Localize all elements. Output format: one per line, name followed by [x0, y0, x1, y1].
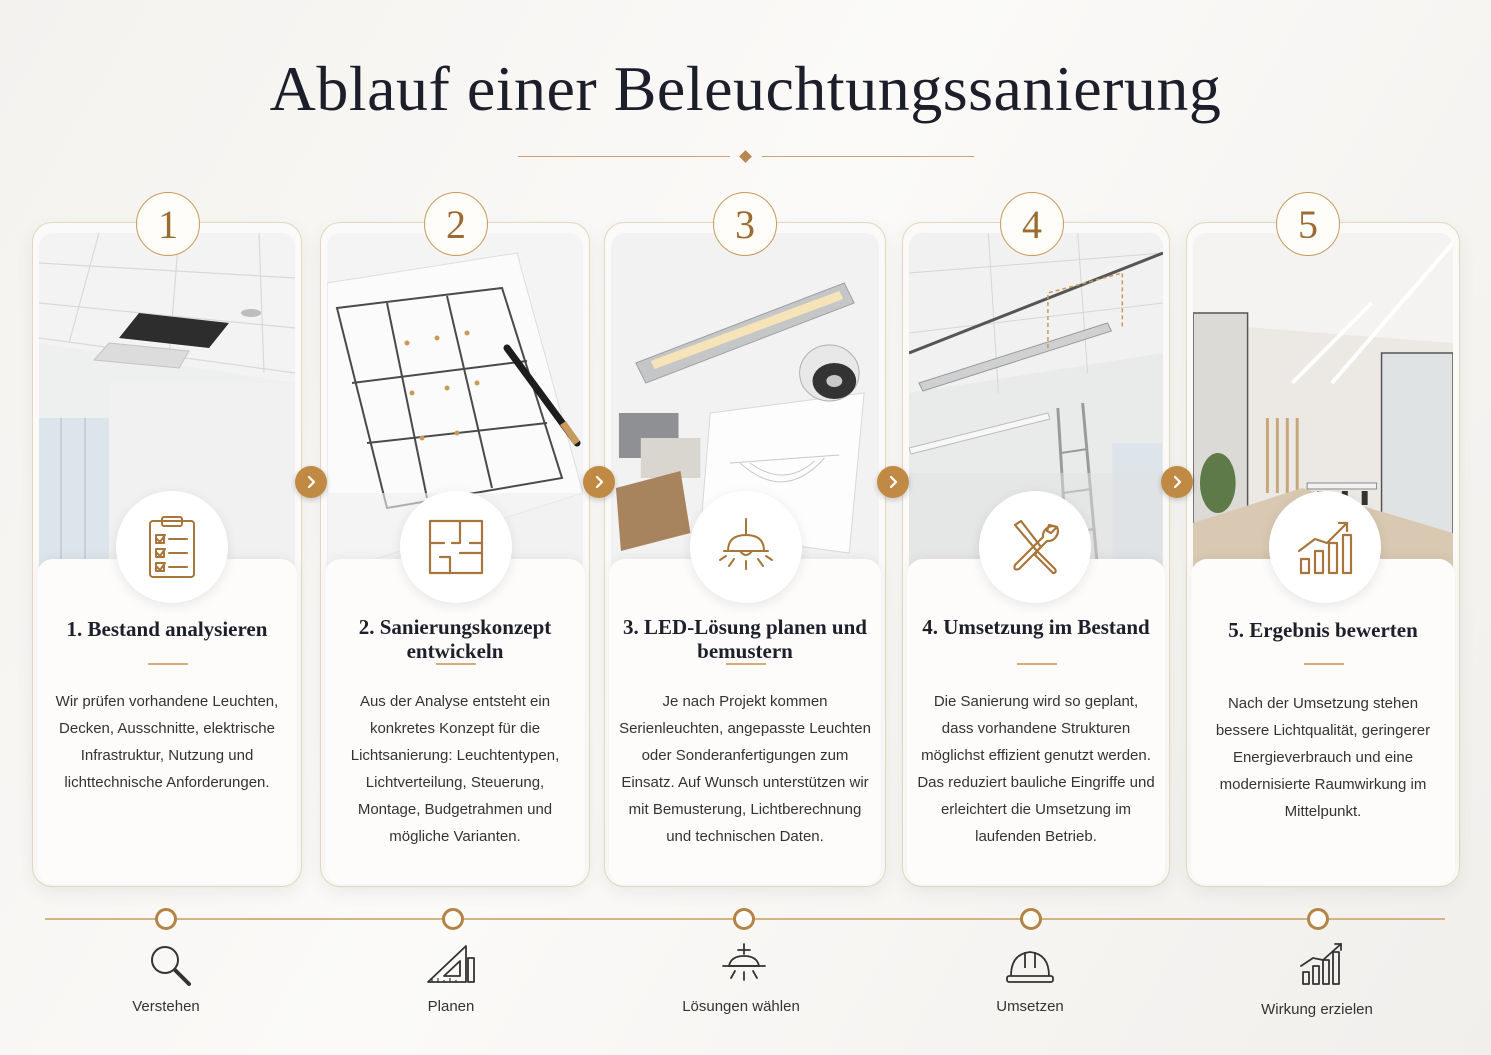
- step-description-3: Je nach Projekt kommen Serienleuchten, angepasste Leuchten oder Sonderanfertigungen zum Einsatz. Auf Wunsch unterstützen wir mit Bemusterung, Lichtberechnung und technischen Daten.: [619, 693, 871, 845]
- next-arrow-4: [1161, 466, 1193, 498]
- timeline-label-3: Lösungen wählen: [682, 998, 800, 1015]
- next-arrow-3: [877, 466, 909, 498]
- step-card-1: [32, 201, 302, 887]
- step-rule-2: [436, 663, 476, 665]
- clipboard-checklist-icon: [116, 491, 228, 603]
- chevron-right-icon: [304, 475, 318, 489]
- timeline-label-2: Planen: [427, 998, 475, 1015]
- step-card-5: [1186, 201, 1460, 887]
- step-title-2: 2. Sanierungskonzept entwickeln: [358, 615, 552, 663]
- timeline-dot-4: [1020, 908, 1042, 930]
- page-title: Ablauf einer Beleuchtungssanierung: [269, 53, 1222, 124]
- hard-hat-icon: [1005, 940, 1055, 990]
- chevron-right-icon: [886, 475, 900, 489]
- step-rule-3: [726, 663, 766, 665]
- step-number-4: 4: [1000, 192, 1064, 256]
- title-ornament: [518, 150, 974, 164]
- chevron-right-icon: [592, 475, 606, 489]
- step-card-2: [320, 201, 590, 887]
- magnifier-icon: [145, 940, 195, 990]
- step-title-5: 5. Ergebnis bewerten: [1228, 618, 1418, 642]
- timeline-dot-5: [1307, 908, 1329, 930]
- step-rule-5: [1304, 663, 1344, 665]
- growth-chart-icon: [1269, 491, 1381, 603]
- step-description-5: Nach der Umsetzung stehen bessere Lichtqualität, geringerer Energieverbrauch und eine modernisierte Raumwirkung im Mittelpunkt.: [1215, 695, 1431, 820]
- timeline-dot-3: [733, 908, 755, 930]
- step-rule-4: [1017, 663, 1057, 665]
- lamp-icon: [719, 940, 769, 990]
- step-title-3: 3. LED-Lösung planen und bemustern: [623, 615, 867, 663]
- timeline-label-4: Umsetzen: [996, 998, 1064, 1015]
- next-arrow-1: [295, 466, 327, 498]
- step-description-1: Wir prüfen vorhandene Leuchten, Decken, Ausschnitte, elektrische Infrastruktur, Nutzung und lichttechnische Anforderungen.: [55, 693, 279, 791]
- step-description-4: Die Sanierung wird so geplant, dass vorhandene Strukturen möglichst effizient genutzt werden. Das reduziert bauliche Eingriffe und erleichtert die Umsetzung im laufenden Betrieb.: [917, 693, 1155, 845]
- timeline-label-1: Verstehen: [132, 998, 200, 1015]
- ornament-line-left: [518, 156, 730, 157]
- ruler-triangle-icon: [426, 940, 476, 990]
- bar-chart-icon: [1297, 940, 1347, 990]
- ornament-line-right: [762, 156, 974, 157]
- chevron-right-icon: [1170, 475, 1184, 489]
- step-rule-1: [148, 663, 188, 665]
- timeline-label-5: Wirkung erzielen: [1261, 1001, 1373, 1018]
- timeline-dot-1: [155, 908, 177, 930]
- pendant-lamp-icon: [690, 491, 802, 603]
- step-card-4: [902, 201, 1170, 887]
- step-number-5: 5: [1276, 192, 1340, 256]
- step-description-2: Aus der Analyse entsteht ein konkretes Konzept für die Lichtsanierung: Leuchtentypen, Lichtverteilung, Steuerung, Montage, Budgetrahmen und mögliche Varianten.: [350, 693, 560, 845]
- tools-icon: [979, 491, 1091, 603]
- timeline-dot-2: [442, 908, 464, 930]
- step-title-1: 1. Bestand analysieren: [66, 617, 268, 641]
- step-number-1: 1: [136, 192, 200, 256]
- ornament-diamond: [739, 150, 752, 163]
- step-number-2: 2: [424, 192, 488, 256]
- step-card-3: [604, 201, 886, 887]
- floor-plan-icon: [400, 491, 512, 603]
- step-number-3: 3: [713, 192, 777, 256]
- next-arrow-2: [583, 466, 615, 498]
- step-title-4: 4. Umsetzung im Bestand: [922, 615, 1150, 639]
